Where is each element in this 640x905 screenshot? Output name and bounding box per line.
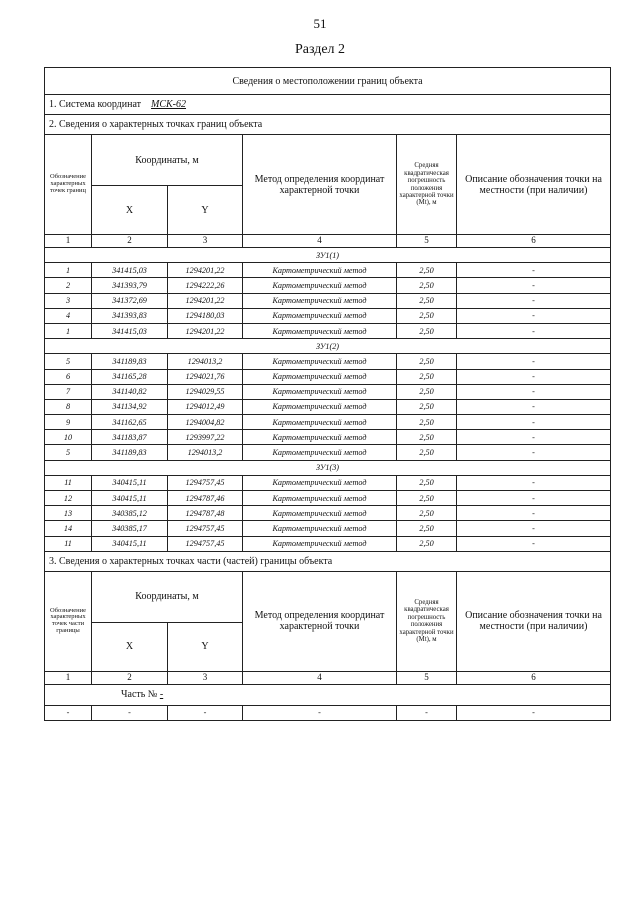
coords-header-2: Координаты, м [92,571,243,622]
part-value: - [159,689,164,701]
table-row [45,278,611,293]
table-cell: 2,50 [397,278,457,293]
coord-system-value: МСК-62 [151,99,187,110]
boundary-table [44,67,611,721]
table-cell: Картометрический метод [243,491,397,506]
table-cell: 14 [45,521,92,536]
table-row [45,384,611,399]
table-cell: 341162,65 [92,415,168,430]
table-cell: - [457,384,611,399]
table-cell: 2,50 [397,384,457,399]
table-row [45,506,611,521]
table-cell: - [457,278,611,293]
table-row [45,475,611,490]
table-cell: 1294013,2 [168,354,243,369]
table-cell: 5 [45,354,92,369]
column-number: 3 [168,671,243,684]
x-header: X [92,186,168,235]
table-cell: 2,50 [397,293,457,308]
table-cell: 2,50 [397,521,457,536]
column-number: 6 [457,235,611,248]
table-cell: 1294004,82 [168,415,243,430]
method-header-2: Метод определения координат характерной точки [243,571,397,671]
table-cell: - [243,705,397,720]
table-row [45,308,611,323]
section3-label: 3. Сведения о характерных точках части (частей) границы объекта [45,551,611,571]
table-cell: 4 [45,308,92,323]
table-cell: - [457,369,611,384]
section-title: Раздел 2 [294,42,346,57]
table-cell: Картометрический метод [243,399,397,414]
group-label-row [45,339,611,354]
table-cell: 3 [45,293,92,308]
table-row [45,491,611,506]
table-cell: 2 [45,278,92,293]
group-label-row [45,460,611,475]
table-cell: 2,50 [397,491,457,506]
table-cell: 340385,12 [92,506,168,521]
table-cell: 5 [45,445,92,460]
table-cell: 341140,82 [92,384,168,399]
table-cell: 1294787,48 [168,506,243,521]
column-number: 1 [45,235,92,248]
table-cell: 341189,83 [92,445,168,460]
table-cell: 340385,17 [92,521,168,536]
table-cell: 1294013,2 [168,445,243,460]
col-part-point-header: Обозначение характерных точек части границы [45,571,92,671]
table-cell: - [457,354,611,369]
description-header: Описание обозначения точки на местности (при наличии) [457,135,611,235]
table-cell: 2,50 [397,506,457,521]
table-cell: 341393,83 [92,308,168,323]
table-cell: - [457,430,611,445]
table-row [45,399,611,414]
column-number: 3 [168,235,243,248]
table-cell: - [92,705,168,720]
column-number: 4 [243,671,397,684]
table-cell: 1294757,45 [168,521,243,536]
column-number: 6 [457,671,611,684]
table-cell: Картометрический метод [243,521,397,536]
column-number: 2 [92,235,168,248]
group-label: ЗУ1(3) [45,460,611,475]
column-numbers-row-2 [45,671,611,684]
table-cell: 2,50 [397,399,457,414]
table-cell: 10 [45,430,92,445]
table-row [45,263,611,278]
table-cell: - [45,705,92,720]
coord-system-label: 1. Система координат [49,99,142,110]
y-header-2: Y [168,622,243,671]
table-cell: 341415,03 [92,323,168,338]
table-cell: 12 [45,491,92,506]
table-cell: Картометрический метод [243,263,397,278]
table-cell: 1294757,45 [168,475,243,490]
table-cell: 340415,11 [92,475,168,490]
y-header: Y [168,186,243,235]
table-cell: Картометрический метод [243,354,397,369]
column-number: 5 [397,671,457,684]
table-cell: 2,50 [397,536,457,551]
table-cell: 7 [45,384,92,399]
method-header: Метод определения координат характерной точки [243,135,397,235]
section2-label: 2. Сведения о характерных точках границ объекта [45,115,611,135]
column-number: 1 [45,671,92,684]
table-cell: 2,50 [397,308,457,323]
table-cell: Картометрический метод [243,415,397,430]
x-header-2: X [92,622,168,671]
table-cell: - [457,491,611,506]
table-cell: Картометрический метод [243,308,397,323]
table-cell: - [457,399,611,414]
table-cell: 1294012,49 [168,399,243,414]
table-row [45,293,611,308]
table-row [45,445,611,460]
table-cell: 2,50 [397,323,457,338]
group-label-row [45,248,611,263]
description-header-2: Описание обозначения точки на местности (при наличии) [457,571,611,671]
table-cell: - [457,263,611,278]
table-cell: 6 [45,369,92,384]
table-cell: 341415,03 [92,263,168,278]
table-cell: Картометрический метод [243,384,397,399]
table-cell: - [168,705,243,720]
column-number: 2 [92,671,168,684]
table-cell: 2,50 [397,369,457,384]
accuracy-header-2: Средняя квадратическая погрешность положения характерной точки (Mt), м [397,571,457,671]
table-cell: 1294201,22 [168,293,243,308]
table-row [45,369,611,384]
table-cell: 1294201,22 [168,263,243,278]
table-cell: Картометрический метод [243,278,397,293]
table-cell: Картометрический метод [243,430,397,445]
table-row [45,415,611,430]
table-cell: 2,50 [397,415,457,430]
table-cell: 9 [45,415,92,430]
table-cell: 11 [45,536,92,551]
table-cell: - [457,475,611,490]
part-row [45,684,611,705]
table-cell: 13 [45,506,92,521]
table-cell: - [457,506,611,521]
accuracy-header: Средняя квадратическая погрешность положения характерной точки (Mt), м [397,135,457,235]
table-cell: - [457,308,611,323]
table-row [45,323,611,338]
col-point-header: Обозначение характерных точек границ [45,135,92,235]
group-label: ЗУ1(1) [45,248,611,263]
table-cell: 1294021,76 [168,369,243,384]
part-label: Часть № [121,689,158,701]
table-cell: 2,50 [397,263,457,278]
table-cell: 1294787,46 [168,491,243,506]
part-data-row [45,705,611,720]
table-cell: 340415,11 [92,536,168,551]
table-cell: Картометрический метод [243,475,397,490]
table-cell: - [457,705,611,720]
table-cell: 1294180,03 [168,308,243,323]
table-cell: - [457,521,611,536]
table-cell: 1294201,22 [168,323,243,338]
table-cell: 340415,11 [92,491,168,506]
table-cell: - [397,705,457,720]
table-cell: - [457,415,611,430]
coord-system-row [45,95,611,115]
table-cell: 1294222,26 [168,278,243,293]
table-title: Сведения о местоположении границ объекта [45,68,611,95]
table-cell: Картометрический метод [243,323,397,338]
table-cell: - [457,323,611,338]
table-cell: Картометрический метод [243,369,397,384]
group-label: ЗУ1(2) [45,339,611,354]
table-row [45,536,611,551]
table-cell: 2,50 [397,445,457,460]
table-cell: 2,50 [397,354,457,369]
table-cell: 1 [45,263,92,278]
table-cell: 2,50 [397,430,457,445]
table-cell: 341183,87 [92,430,168,445]
table-cell: 8 [45,399,92,414]
table-cell: Картометрический метод [243,293,397,308]
table-cell: 341134,92 [92,399,168,414]
table-cell: - [457,293,611,308]
column-number: 5 [397,235,457,248]
table-cell: 1294757,45 [168,536,243,551]
table-cell: Картометрический метод [243,445,397,460]
table-cell: 341165,28 [92,369,168,384]
column-numbers-row [45,235,611,248]
table-cell: - [457,536,611,551]
table-row [45,521,611,536]
table-row [45,354,611,369]
table-cell: 1294029,55 [168,384,243,399]
coords-header: Координаты, м [92,135,243,186]
table-cell: 1 [45,323,92,338]
table-cell: 2,50 [397,475,457,490]
table-cell: 341189,83 [92,354,168,369]
table-row [45,430,611,445]
column-number: 4 [243,235,397,248]
page-number: 51 [313,16,327,31]
table-cell: 341372,69 [92,293,168,308]
table-cell: Картометрический метод [243,506,397,521]
table-cell: Картометрический метод [243,536,397,551]
table-cell: - [457,445,611,460]
table-cell: 341393,79 [92,278,168,293]
table-cell: 11 [45,475,92,490]
table-cell: 1293997,22 [168,430,243,445]
